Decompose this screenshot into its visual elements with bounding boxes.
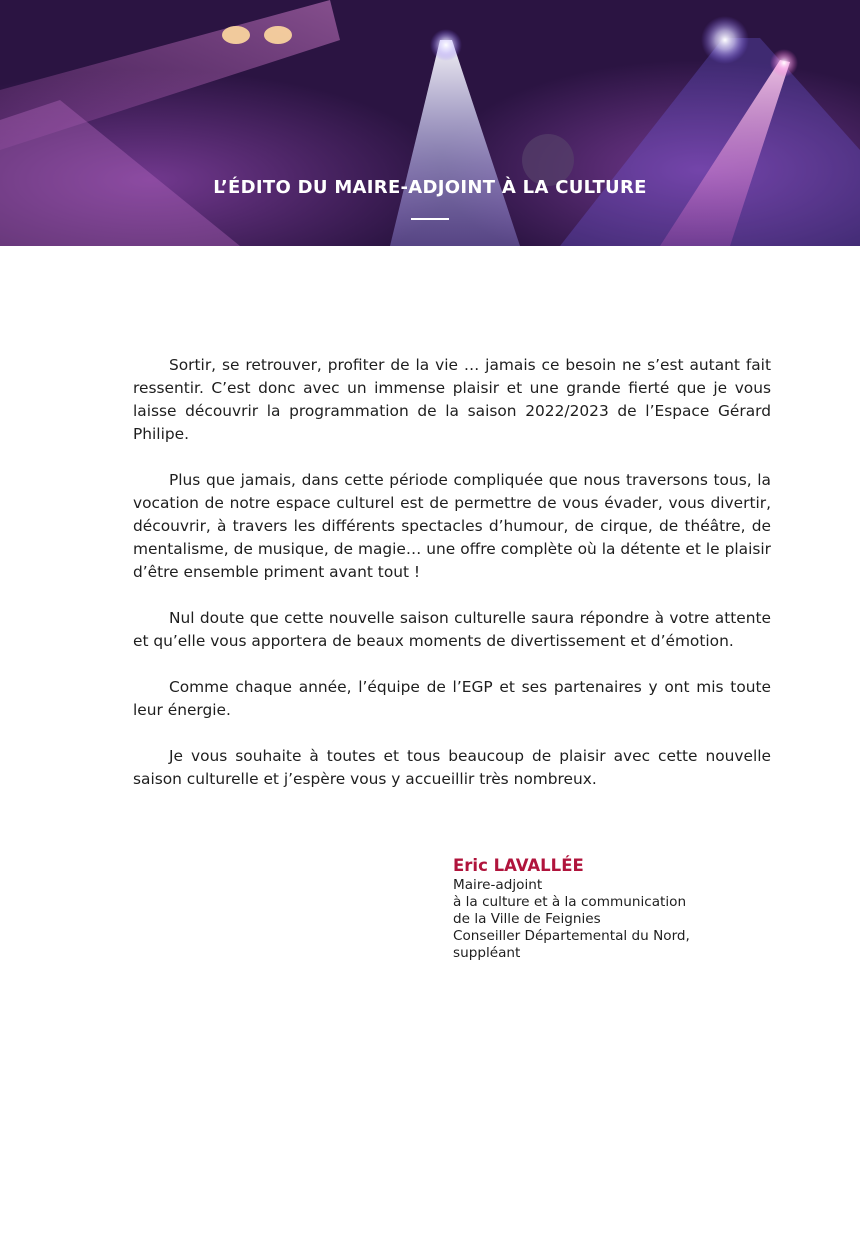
signatory-title: à la culture et à la communication [453,894,687,910]
paragraph: Comme chaque année, l’équipe de l’EGP et ses partenaires y ont mis toute leur énergie. [133,678,771,719]
signatory-title: de la Ville de Feignies [453,911,601,927]
signatory-name: Eric LAVALLÉE [453,856,584,875]
editorial-body [133,354,771,814]
signature-block [453,855,773,962]
signatory-title: Maire-adjoint [453,877,543,893]
title-underline [411,218,449,220]
header-banner [0,0,860,246]
signatory-title: suppléant [453,945,521,961]
paragraph: Sortir, se retrouver, profiter de la vie … jamais ce besoin ne s’est autant fait ressentir. C’est donc avec un immense plaisir et une grande fierté que je vous laisse découvrir la programmation de la saison 2022/2023 de l’Espace Gérard Philipe. [133,356,771,443]
paragraph: Nul doute que cette nouvelle saison culturelle saura répondre à votre attente et qu’elle vous apportera de beaux moments de divertissement et d’émotion. [133,609,771,650]
paragraph: Je vous souhaite à toutes et tous beaucoup de plaisir avec cette nouvelle saison culturelle et j’espère vous y accueillir très nombreux. [133,747,771,788]
signatory-title: Conseiller Départemental du Nord, [453,928,690,944]
stage-spotlights-image [0,0,860,246]
page-title: L’ÉDITO DU MAIRE-ADJOINT À LA CULTURE [213,177,647,198]
paragraph: Plus que jamais, dans cette période compliquée que nous traversons tous, la vocation de notre espace culturel est de permettre de vous évader, vous divertir, découvrir, à travers les différents spectacles d’humour, de cirque, de théâtre, de mentalisme, de musique, de magie… une offre complète où la détente et le plaisir d’être ensemble priment avant tout ! [133,471,771,581]
